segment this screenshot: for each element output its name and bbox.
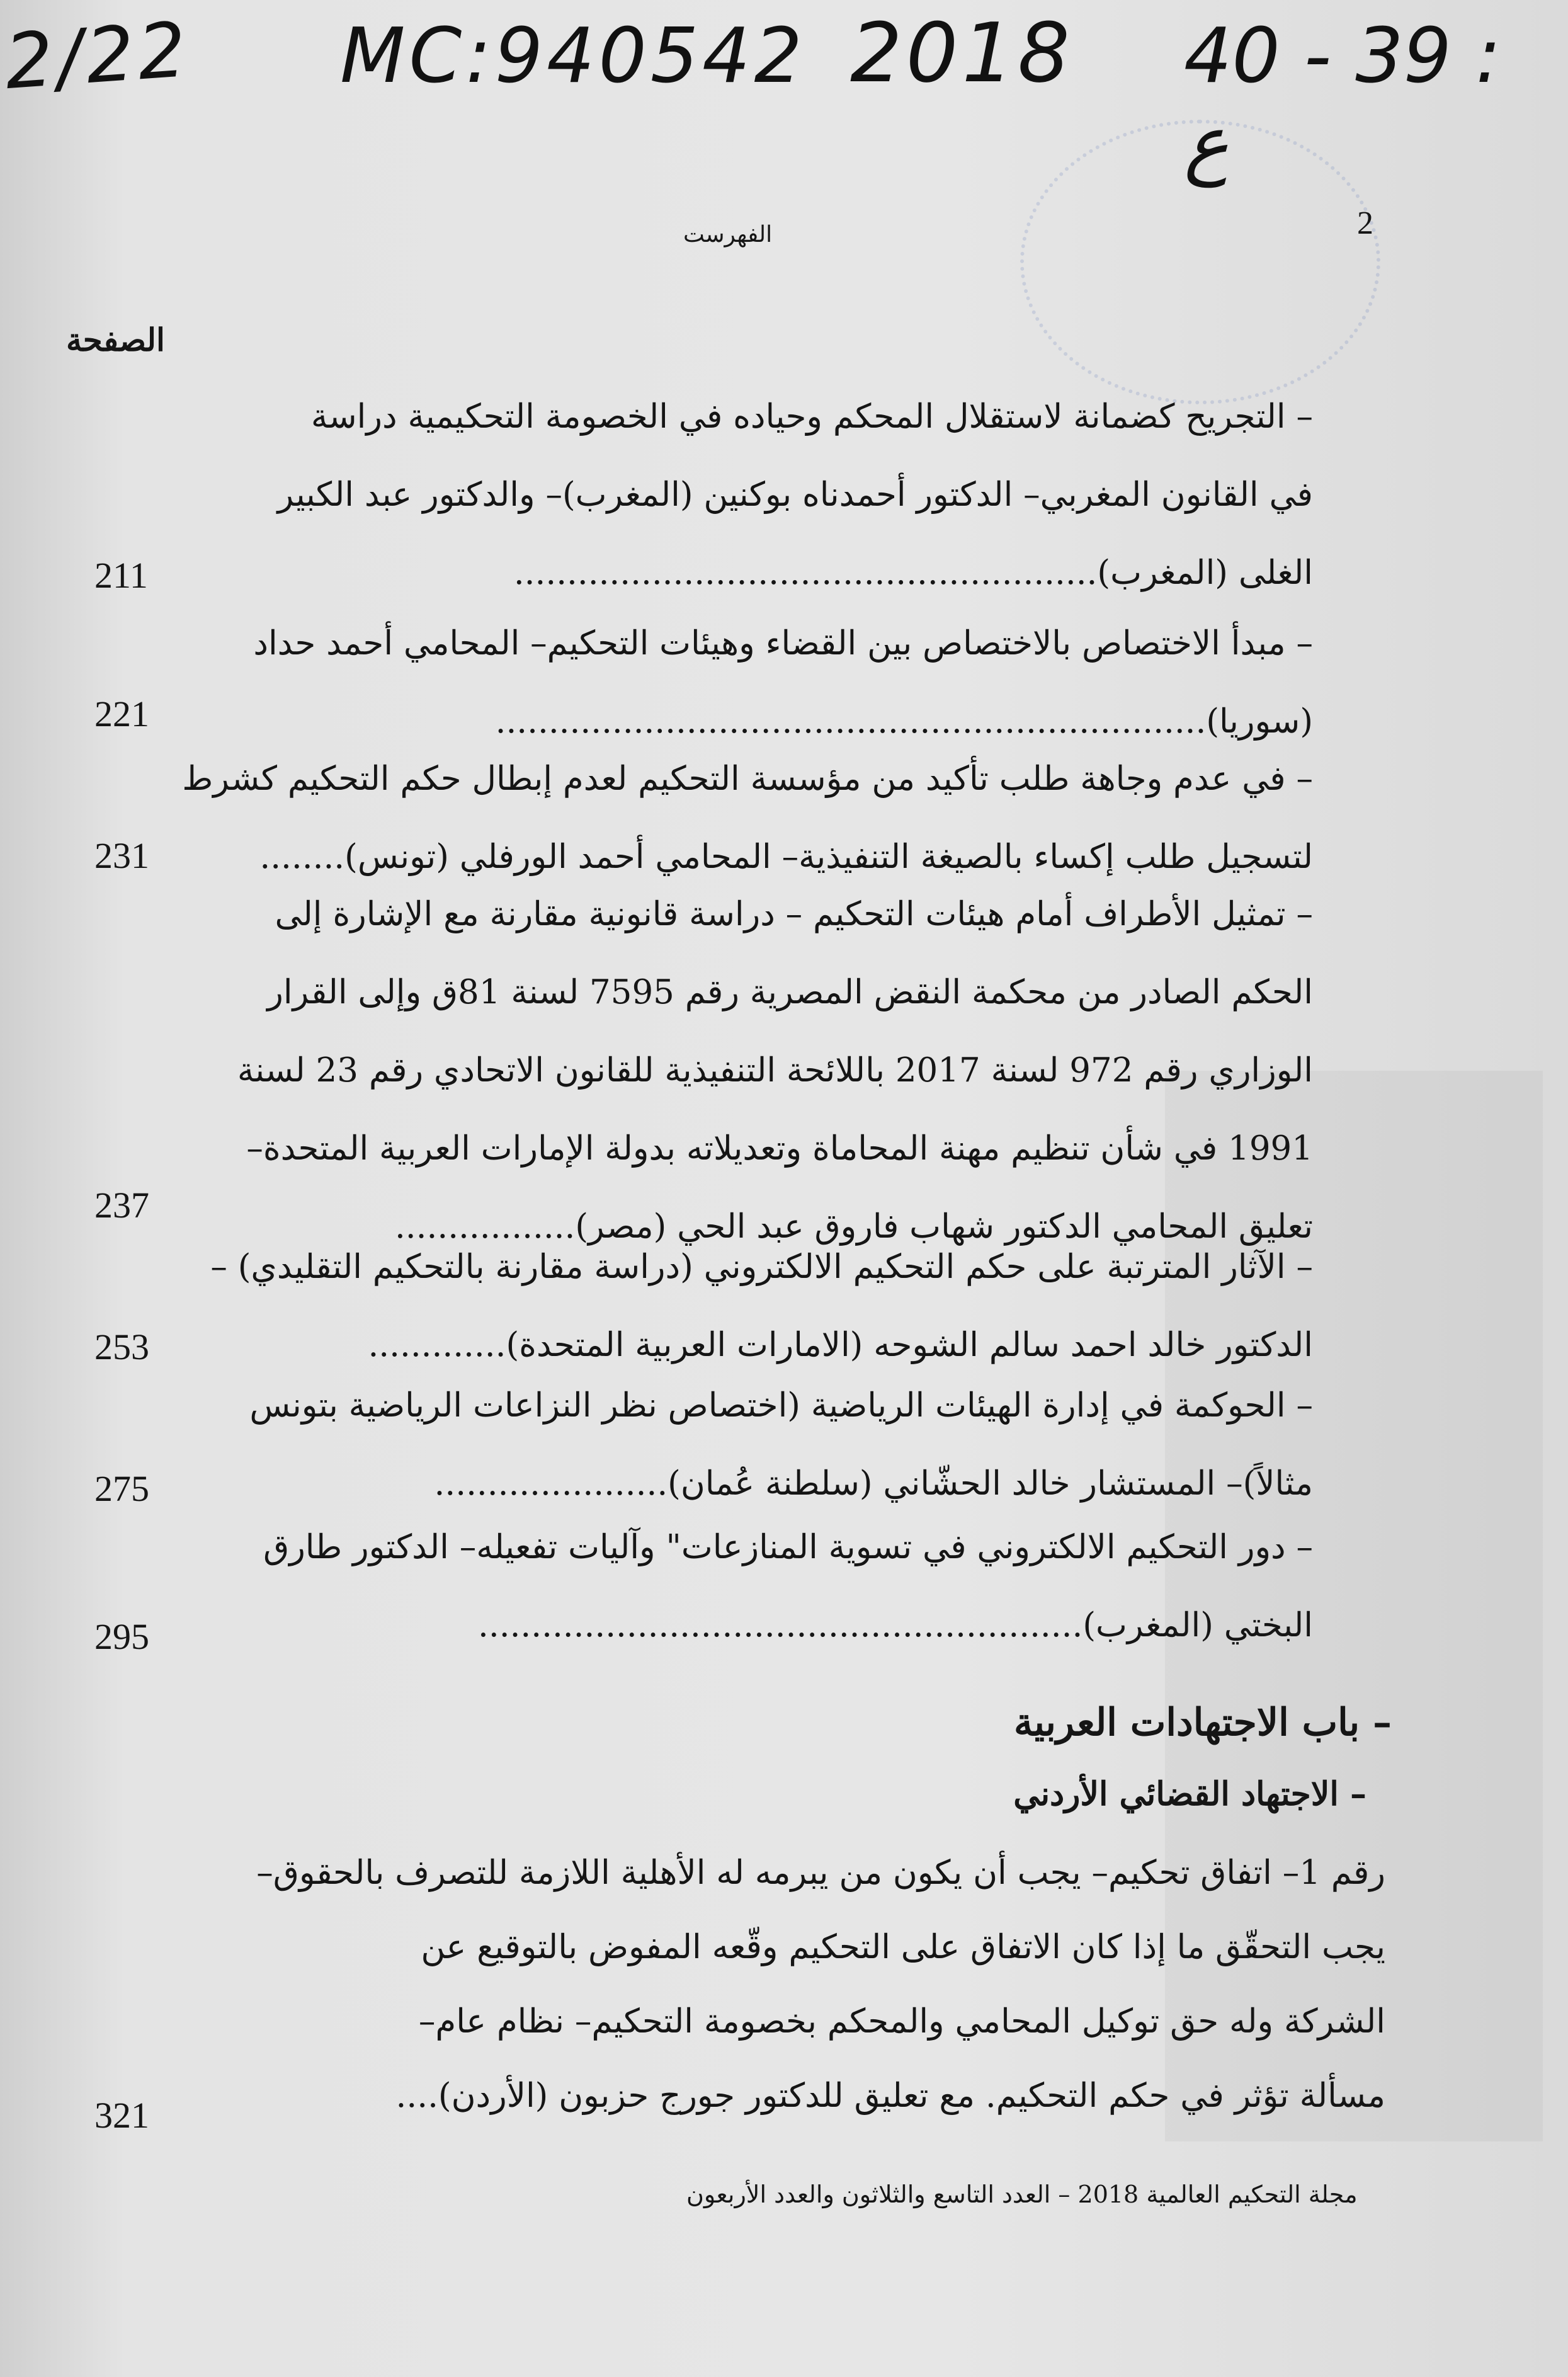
ruling-line: الشركة وله حق توكيل المحامي والمحكم بخصومة التحكيم– نظام عام– <box>418 2002 1385 2041</box>
ruling-line: رقم 1– اتفاق تحكيم– يجب أن يكون من يبرمه له الأهلية اللازمة للتصرف بالحقوق– <box>256 1854 1385 1892</box>
handwritten-page-mark: 2/22 <box>2 6 193 107</box>
section-title: – باب الاجتهادات العربية <box>1014 1701 1392 1745</box>
entry-line: في القانون المغربي– الدكتور أحمدناه بوكنين (المغرب)– والدكتور عبد الكبير <box>277 476 1313 514</box>
entry-page-number: 253 <box>94 1326 149 1367</box>
page-column-label: الصفحة <box>66 321 165 358</box>
toc-entry <box>249 1367 1313 1523</box>
ruling-line: يجب التحقّق ما إذا كان الاتفاق على التحكيم وقّعه المفوض بالتوقيع عن <box>421 1928 1385 1966</box>
entry-page-number: 221 <box>94 693 149 734</box>
entry-line: الغلى (المغرب)....................................................... <box>513 554 1313 592</box>
entry-page-number: 237 <box>94 1185 149 1226</box>
handwritten-year: 2018 <box>850 5 1074 101</box>
entry-page-number: 211 <box>94 555 148 596</box>
ruling-entry <box>256 1836 1385 2133</box>
entry-line: – مبدأ الاختصاص بالاختصاص بين القضاء وهيئات التحكيم– المحامي أحمد حداد <box>253 624 1313 663</box>
ruling-line: مسألة تؤثر في حكم التحكيم. مع تعليق للدكتور جورج حزبون (الأردن).... <box>395 2077 1385 2115</box>
entry-page-number: 275 <box>94 1468 149 1509</box>
entry-page-number: 231 <box>94 835 149 876</box>
entry-line: الدكتور خالد احمد سالم الشوحه (الامارات العربية المتحدة)............. <box>368 1326 1313 1364</box>
entry-line: – تمثيل الأطراف أمام هيئات التحكيم – دراسة قانونية مقارنة مع الإشارة إلى <box>275 895 1313 933</box>
toc-entry <box>253 605 1313 761</box>
entry-line: – الحوكمة في إدارة الهيئات الرياضية (اختصاص نظر النزاعات الرياضية بتونس <box>249 1386 1313 1425</box>
toc-entry <box>237 875 1313 1266</box>
entry-line: البختي (المغرب)......................................................... <box>478 1606 1313 1645</box>
entry-line: – التجريح كضمانة لاستقلال المحكم وحياده في الخصومة التحكيمية دراسة <box>310 397 1313 436</box>
ruling-page-number: 321 <box>94 2095 149 2136</box>
entry-line: تعليق المحامي الدكتور شهاب فاروق عبد الحي (مصر)................. <box>394 1207 1313 1246</box>
page-number: 2 <box>1357 205 1373 241</box>
entry-line: لتسجيل طلب إكساء بالصيغة التنفيذية– المحامي أحمد الورفلي (تونس)........ <box>259 838 1313 876</box>
toc-entry <box>263 1508 1313 1665</box>
subsection-title: – الاجتهاد القضائي الأردني <box>1013 1775 1366 1813</box>
entry-line: – في عدم وجاهة طلب تأكيد من مؤسسة التحكيم لعدم إبطال حكم التحكيم كشرط <box>182 760 1313 798</box>
entry-line: – دور التحكيم الالكتروني في تسوية المنازعات" وآليات تفعيله– الدكتور طارق <box>263 1528 1313 1566</box>
entry-line: مثالاً)– المستشار خالد الحشّاني (سلطنة عُمان)...................... <box>434 1464 1313 1503</box>
handwritten-ref: 40 - 39 : ع <box>1184 13 1501 188</box>
entry-line: (سوريا)................................................................... <box>495 702 1313 741</box>
toc-entry <box>182 740 1313 896</box>
entry-line: – الآثار المترتبة على حكم التحكيم الالكتروني (دراسة مقارنة بالتحكيم التقليدي) – <box>210 1248 1313 1286</box>
page-title: الفهرست <box>683 222 773 248</box>
entry-line: 1991 في شأن تنظيم مهنة المحاماة وتعديلاته بدولة الإمارات العربية المتحدة– <box>246 1129 1313 1168</box>
toc-entry <box>278 378 1313 612</box>
entry-page-number: 295 <box>94 1616 149 1657</box>
journal-footer: مجلة التحكيم العالمية 2018 – العدد التاسع والثلاثون والعدد الأربعون <box>686 2180 1358 2208</box>
handwritten-code: MC:940542 <box>340 13 806 100</box>
entry-line: الوزاري رقم 972 لسنة 2017 باللائحة التنفيذية للقانون الاتحادي رقم 23 لسنة <box>237 1051 1313 1090</box>
toc-entry <box>210 1228 1313 1384</box>
entry-line: الحكم الصادر من محكمة النقض المصرية رقم 7595 لسنة 81ق وإلى القرار <box>267 973 1313 1012</box>
